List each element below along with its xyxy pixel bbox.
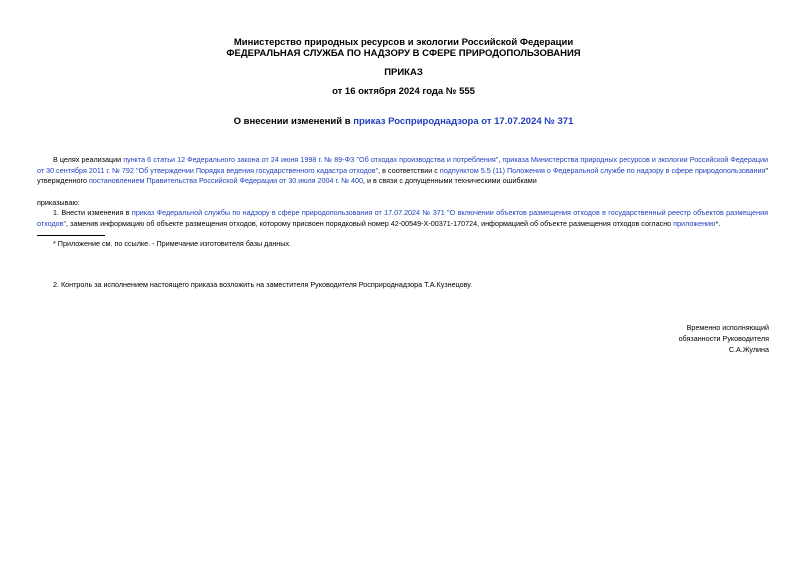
order-371-link[interactable]: приказ Федеральной службы по надзору в сфере природопользования от 17.07.2024 № 371 "О включении объектов размещения отходов в государственный реестр объектов размещения отходов" — [37, 208, 768, 228]
government-decree-link[interactable]: постановлением Правительства Российской Федерации от 30 июля 2004 г. № 400 — [89, 176, 363, 185]
order-word: приказываю: — [37, 198, 80, 207]
footnote: * Приложение см. по ссылке. - Примечание изготовителя базы данных. — [53, 239, 292, 248]
subject-link[interactable]: приказ Росприроднадзора от 17.07.2024 № 371 — [353, 116, 574, 127]
document-type: ПРИКАЗ — [384, 67, 423, 78]
document-date-number: от 16 октября 2024 года № 555 — [332, 86, 475, 97]
footnote-divider — [37, 235, 105, 236]
service-title: ФЕДЕРАЛЬНАЯ СЛУЖБА ПО НАДЗОРУ В СФЕРЕ ПРИРОДОПОЛЬЗОВАНИЯ — [226, 48, 581, 59]
preamble-text-1: В целях реализации — [53, 155, 124, 164]
item1-text-3: *. — [715, 218, 721, 228]
ministry-title: Министерство природных ресурсов и экологии Российской Федерации — [233, 37, 574, 48]
item1-text-2: , заменив информацию об объекте размещения отходов, которому присвоен порядковый номер 42-00549-Х-00371-170724, информацией об объекте размещения отходов согласно — [66, 218, 674, 228]
appendix-link[interactable]: приложению — [673, 218, 716, 228]
signature-block — [679, 322, 769, 355]
preamble-text-4: " утвержденного — [37, 165, 768, 185]
document-subject — [0, 116, 807, 128]
signature-position-line-2: обязанности Руководителя — [678, 334, 769, 343]
regulation-subpoint-link[interactable]: подпунктом 5.5 (11) Положения о Федеральной службе по надзору в сфере природопользования — [439, 165, 766, 175]
signature-name: С.А.Жулина — [728, 345, 769, 354]
preamble-text-3: , в соответствии с — [378, 165, 440, 175]
signature-position-line-1: Временно исполняющий — [686, 323, 769, 332]
subject-prefix: О внесении изменений в — [233, 116, 354, 127]
ministry-order-link[interactable]: приказа Министерства природных ресурсов и экологии Российской Федерации от 30 сентября 2011 г. № 792 "Об утверждении Порядка ведения государственного кадастра отходов" — [37, 155, 768, 175]
preamble-text-2: , — [498, 155, 503, 164]
order-item-1 — [37, 208, 768, 229]
item1-text-1: 1. Внести изменения в — [53, 208, 132, 217]
preamble-paragraph — [37, 155, 768, 187]
federal-law-link[interactable]: пункта 6 статьи 12 Федерального закона от 24 июня 1998 г. № 89-ФЗ "Об отходах производства и потребления" — [123, 155, 499, 164]
preamble-text-5: , и в связи с допущенными техническими ошибками — [362, 176, 537, 185]
order-item-2: 2. Контроль за исполнением настоящего приказа возложить на заместителя Руководителя Росприроднадзора Т.А.Кузнецову. — [53, 280, 473, 289]
